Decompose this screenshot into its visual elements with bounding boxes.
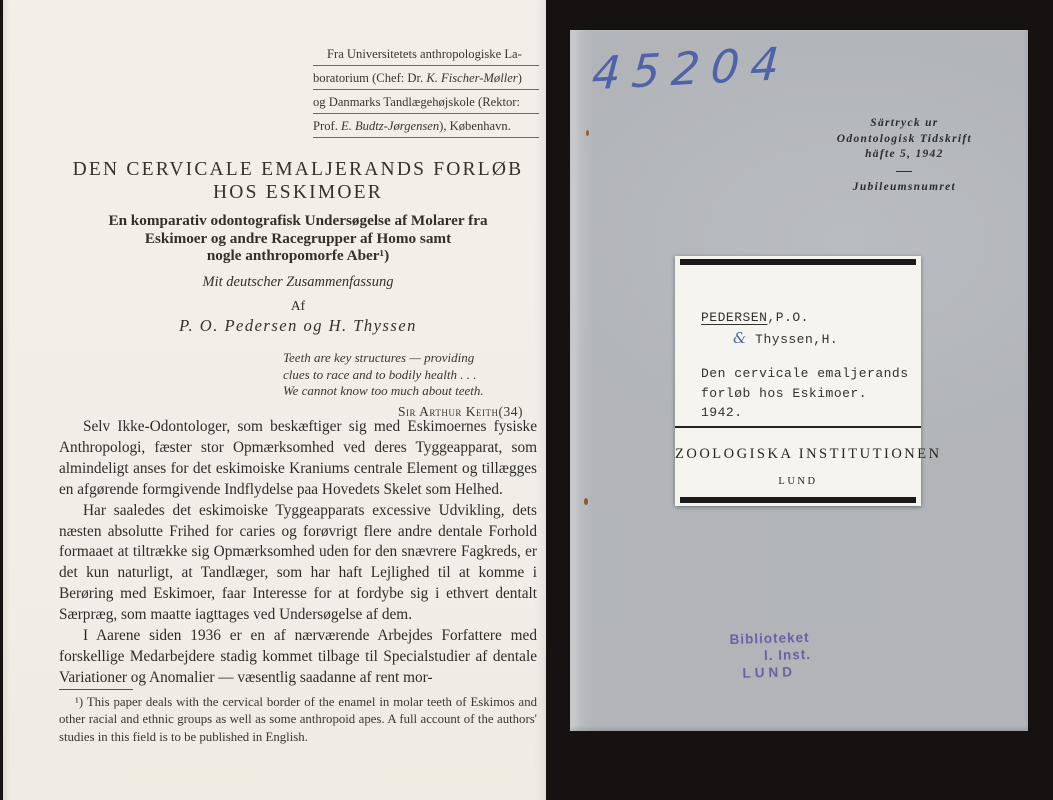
epigraph-line2: clues to race and to bodily health . . . <box>283 366 477 382</box>
summary-language-note: Mit deutscher Zusammenfassung <box>202 274 394 290</box>
affiliation-text: ), København. <box>439 119 511 133</box>
stain-speck <box>584 498 588 505</box>
label-year: 1942. <box>701 405 743 420</box>
affiliation-block <box>313 42 539 138</box>
affiliation-line <box>313 66 539 90</box>
stamp-line2: l. Inst. <box>763 646 812 664</box>
label-author-line <box>701 310 809 325</box>
stamp-line1: Biblioteket <box>729 629 810 648</box>
affiliation-text: og Danmarks Tandlægehøjskole (Rektor: <box>313 95 520 109</box>
label-author-underlined: PEDERSEN <box>701 310 768 325</box>
affiliation-text: Fra Universitetets anthropologiske La- <box>327 47 522 61</box>
handwritten-accession-number: 45204 <box>590 36 792 101</box>
label-top-bar <box>680 259 916 265</box>
label-bottom-bar <box>680 497 916 503</box>
imprint-line2: Odontologisk Tidskrift <box>836 132 972 145</box>
label-author-rest: ,P.O. <box>767 310 809 325</box>
stamp-line3: LUND <box>742 664 797 681</box>
affiliation-text-italic: E. Budtz-Jørgensen <box>341 119 440 133</box>
subtitle-line1: En komparativ odontografisk Undersøgelse af Molarer fra <box>108 212 488 229</box>
stain-speck <box>586 130 589 136</box>
label-second-author: Thyssen,H. <box>746 332 839 347</box>
handwritten-ampersand: & <box>733 329 747 347</box>
article-title <box>59 158 537 204</box>
body-paragraph-2: Har saaledes det eskimoiske Tyggeapparats excessive Udvikling, dets næsten absolutte Frihed for caries og forøvrigt flere andre dentale Forhold formaaet at tiltrække sig Opmærksomhed uden for den snævrere Fagkreds, er det kun naturligt, at Tandlæger, som har haft Lejlighed til at komme i Berøring med Eskimoer, faar Interesse for at fordybe sig i ethvert dentalt Særpræg, som maatte iagttages ved Undersøgelse af dem. <box>59 501 537 624</box>
authors-line: P. O. Pedersen og H. Thyssen <box>179 316 417 335</box>
imprint-divider-rule <box>896 171 912 172</box>
article-title-line1: DEN CERVICALE EMALJERANDS FORLØB <box>72 159 524 180</box>
footnote-separator-rule <box>59 689 133 690</box>
subtitle-line3: nogle anthropomorfe Aber¹) <box>206 247 390 265</box>
article-body <box>59 417 537 689</box>
imprint-line3: häfte 5, 1942 <box>865 148 944 160</box>
imprint-line1: Särtryck ur <box>870 117 939 129</box>
imprint-line4: Jubileumsnumret <box>852 180 956 193</box>
library-stamp <box>729 629 811 682</box>
label-second-author-line <box>733 329 838 347</box>
label-institution: ZOOLOGISKA INSTITUTIONEN <box>675 446 942 462</box>
article-first-page <box>3 0 546 800</box>
subtitle-line2: Eskimoer og andre Racegrupper af Homo samt <box>144 229 452 247</box>
affiliation-line <box>313 90 539 114</box>
affiliation-text: ) <box>517 71 522 85</box>
epigraph-quote <box>283 350 523 420</box>
affiliation-text-italic: K. Fischer-Møller <box>426 71 518 85</box>
article-subtitle <box>59 212 537 265</box>
article-title-line2: HOS ESKIMOER <box>213 182 383 203</box>
epigraph-line3: We cannot know too much about teeth. <box>283 383 484 398</box>
affiliation-line <box>313 114 539 138</box>
label-city: LUND <box>778 476 818 487</box>
epigraph-attribution: Sir Arthur Keith(34) <box>398 403 523 419</box>
library-label <box>675 256 942 506</box>
imprint-block <box>837 116 972 195</box>
label-title-line1: Den cervicale emaljerands <box>701 366 909 381</box>
label-divider-rule <box>675 426 921 428</box>
offprint-cover <box>570 30 1028 731</box>
body-paragraph-1: Selv Ikke-Odontologer, som beskæftiger sig med Eskimoernes fysiske Anthropologi, fæster stor Opmærksomhed ved deres Tyggeapparat, som almindeligt anses for det eskimoiske Kraniums centrale Element og tillægges en afgørende formgivende Indflydelse paa Hovedets Skelet som Helhed. <box>59 418 537 498</box>
epigraph-line1: Teeth are key structures — providing <box>283 350 475 365</box>
body-paragraph-3: I Aarene siden 1936 er en af nærværende Arbejdes Forfattere med forskellige Medarbejdere stadig kommet tilbage til Specialstudier af dentale Variationer og Anomalier — væsentlig saadanne af rent mor- <box>59 627 537 686</box>
byline-af: Af <box>290 298 306 313</box>
affiliation-line <box>313 42 539 66</box>
affiliation-text: boratorium (Chef: Dr. <box>313 71 427 85</box>
label-title-line2: forløb hos Eskimoer. <box>701 386 868 401</box>
footnote-text: ¹) This paper deals with the cervical border of the enamel in molar teeth of Eskimos and other racial and ethnic groups as well as some anthropoid apes. A full account of the authors' studies in this field is to be published in English. <box>59 695 537 744</box>
affiliation-text: Prof. <box>313 119 341 133</box>
